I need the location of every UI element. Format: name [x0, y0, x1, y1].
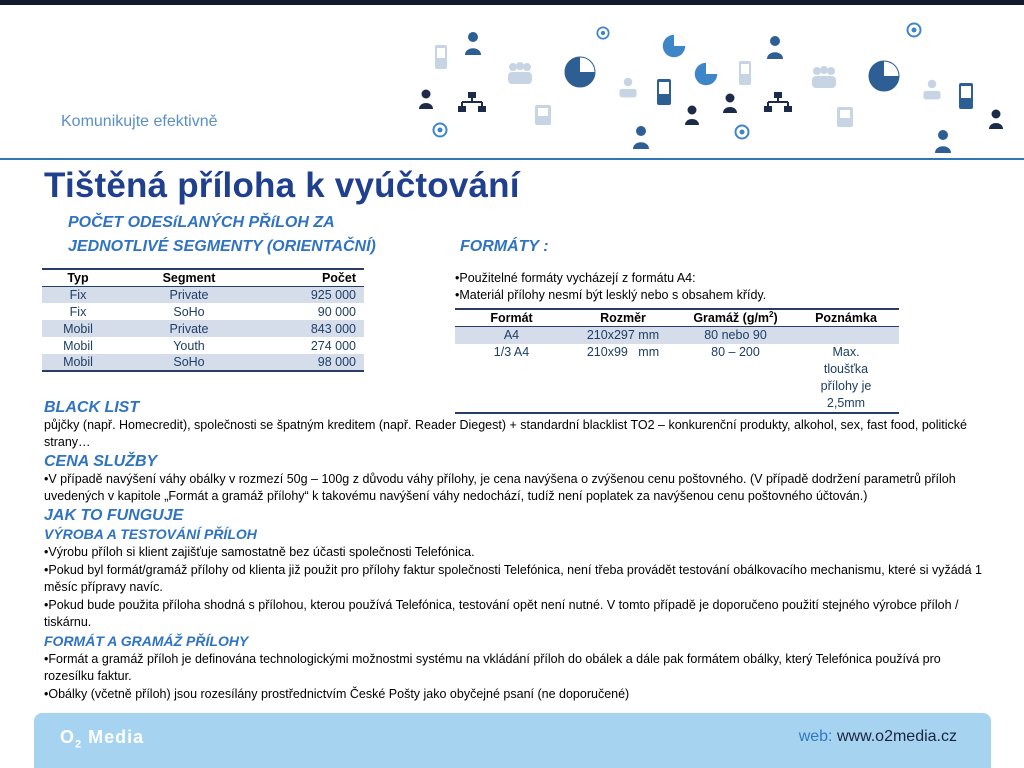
table-row [42, 354, 364, 371]
cell-segment: SoHo [173, 304, 205, 319]
column-header-type: Typ [42, 269, 114, 286]
female-person-icon [418, 88, 434, 110]
logo-subscript: 2 [75, 738, 83, 751]
cell-format: 1/3 A4 [493, 344, 530, 359]
format-item: •Obálky (včetně příloh) jsou rozesílány prostřednictvím České Pošty jako obyčejné psaní (ne doporučené) [44, 687, 630, 701]
person-icon [464, 30, 482, 56]
org-chart-icon [764, 92, 792, 114]
group-icon [616, 76, 640, 100]
column-header-note: Poznámka [793, 309, 899, 326]
formats-bullet: •Použitelné formáty vycházejí z formátu A4: [455, 271, 696, 285]
pie-chart-icon [694, 62, 718, 86]
pie-chart-icon [564, 56, 596, 88]
segments-heading-line2: JEDNOTLIVÉ SEGMENTY (ORIENTAČNÍ) [68, 238, 376, 255]
mobile-icon [958, 82, 974, 110]
female-person-icon [684, 104, 700, 126]
target-icon [432, 122, 448, 138]
segments-heading [68, 211, 428, 259]
group-icon [810, 64, 838, 90]
weight-label-close: ) [773, 311, 778, 326]
phone-icon [738, 60, 752, 86]
target-icon [734, 124, 750, 140]
cell-count: 90 000 [317, 304, 356, 319]
cell-segment: SoHo [114, 354, 264, 371]
web-url-link[interactable]: www.o2media.cz [836, 728, 957, 745]
cell-count: 925 000 [264, 286, 364, 303]
cell-weight: 80 – 200 [711, 344, 760, 359]
tagline: Komunikujte efektivně [61, 113, 218, 130]
female-person-icon [722, 92, 738, 114]
pie-chart-icon [868, 60, 900, 92]
group-icon [920, 78, 944, 102]
table-row [42, 286, 364, 303]
cell-type: Fix [42, 286, 114, 303]
target-icon [596, 26, 610, 40]
blacklist-text: půjčky (např. Homecredit), společnosti se špatným kreditem (např. Reader Diegest) + standardní blacklist TO2 – konkurenční produkty, alkohol, sex, fast food, politické strany… [44, 418, 968, 449]
weight-label: Gramáž (g/m [693, 311, 770, 326]
person-icon [766, 34, 784, 60]
cell-type: Mobil [42, 320, 114, 337]
segments-table [42, 268, 364, 372]
weight-superscript: 2 [769, 310, 774, 320]
cell-size: 210x297 mm [568, 326, 678, 344]
cell-type: Mobil [63, 338, 93, 353]
table-row [42, 337, 364, 354]
pie-chart-icon [662, 34, 686, 58]
how-heading: JAK TO FUNGUJE [44, 507, 184, 524]
column-header-count: Počet [264, 269, 364, 286]
table-header-row [455, 309, 899, 326]
table-row [42, 320, 364, 337]
production-heading: VÝROBA A TESTOVÁNÍ PŘÍLOH [44, 526, 257, 542]
price-text: •V případě navýšení váhy obálky v rozmezí 50g – 100g z důvodu váhy přílohy, je cena navýšena o zvýšenou cenu poštovného. (V případě dodržení parametrů příloh uvedených v kapitole „Formát a gramáž přílohy“ k takovému navýšení váhy nedochází, tudíž není poplatek za navýšenou cenu poštovného účtován.) [44, 472, 956, 503]
column-header-size: Rozměr [568, 309, 678, 326]
cell-count: 843 000 [264, 320, 364, 337]
price-heading: CENA SLUŽBY [44, 453, 158, 470]
phone-icon [534, 104, 552, 126]
production-item: •Pokud bude použita příloha shodná s přílohou, kterou používá Telefónica, testování opět není nutné. V tomto případě je doporučeno použití stejného výrobce příloh / tiskárnu. [44, 598, 959, 629]
group-icon [506, 60, 534, 86]
column-header-weight [678, 309, 793, 326]
web-label: web: [798, 728, 837, 745]
footer-bar [34, 713, 991, 768]
top-bar [0, 0, 1024, 5]
table-header-row [42, 269, 364, 286]
blacklist-heading: BLACK LIST [44, 399, 140, 416]
cell-weight: 80 nebo 90 [678, 326, 793, 344]
phone-icon [434, 44, 448, 70]
cell-type: Mobil [42, 354, 114, 371]
formats-bullets [455, 270, 766, 304]
production-item: •Výrobu příloh si klient zajišťuje samostatně bez účasti společnosti Telefónica. [44, 545, 475, 559]
cell-count: 98 000 [264, 354, 364, 371]
column-header-format: Formát [455, 309, 568, 326]
cell-count: 274 000 [310, 338, 356, 353]
production-item: •Pokud byl formát/gramáž přílohy od klienta již použit pro přílohy faktur společnosti Telefónica, není třeba provádět testování obálkovacího mechanismu, které si vyžádá 1 měsíc přípravy navíc. [44, 563, 982, 594]
target-icon [906, 22, 922, 38]
logo-media: Media [82, 727, 145, 747]
page-title: Tištěná příloha k vyúčtování [44, 166, 520, 205]
format-item: •Formát a gramáž příloh je definována technologickými možnostmi systému na vkládání příloh do obálek a dále pak formátem obálky, který Telefónica používá pro rozesílku faktur. [44, 652, 941, 683]
person-icon [632, 124, 650, 150]
footer-website [799, 728, 957, 746]
formats-heading: FORMÁTY : [460, 238, 549, 255]
table-row [42, 303, 364, 320]
header-icon-cloud [400, 12, 1024, 158]
person-icon [934, 128, 952, 154]
female-person-icon [988, 108, 1004, 130]
cell-note: Max. tloušťka přílohy je 2,5mm [820, 344, 872, 410]
table-row [455, 326, 899, 344]
org-chart-icon [458, 92, 486, 114]
column-header-segment: Segment [114, 269, 264, 286]
cell-size: 210x99 mm [586, 344, 660, 359]
cell-note [793, 326, 899, 344]
format-weight-heading: FORMÁT A GRAMÁŽ PŘÍLOHY [44, 633, 249, 649]
cell-type: Fix [69, 304, 87, 319]
segments-heading-line1: POČET ODESíLANÝCH PŘíLOH ZA [68, 214, 335, 231]
cell-segment: Private [114, 320, 264, 337]
o2-media-logo [60, 727, 144, 751]
phone-icon [836, 106, 854, 128]
cell-segment: Private [114, 286, 264, 303]
logo-o: O [60, 727, 76, 747]
cell-segment: Youth [173, 338, 205, 353]
formats-bullet: •Materiál přílohy nesmí být lesklý nebo s obsahem křídy. [455, 288, 767, 302]
header-divider [0, 158, 1024, 160]
cell-format: A4 [455, 326, 568, 344]
mobile-icon [656, 78, 672, 106]
body-content [44, 398, 984, 704]
